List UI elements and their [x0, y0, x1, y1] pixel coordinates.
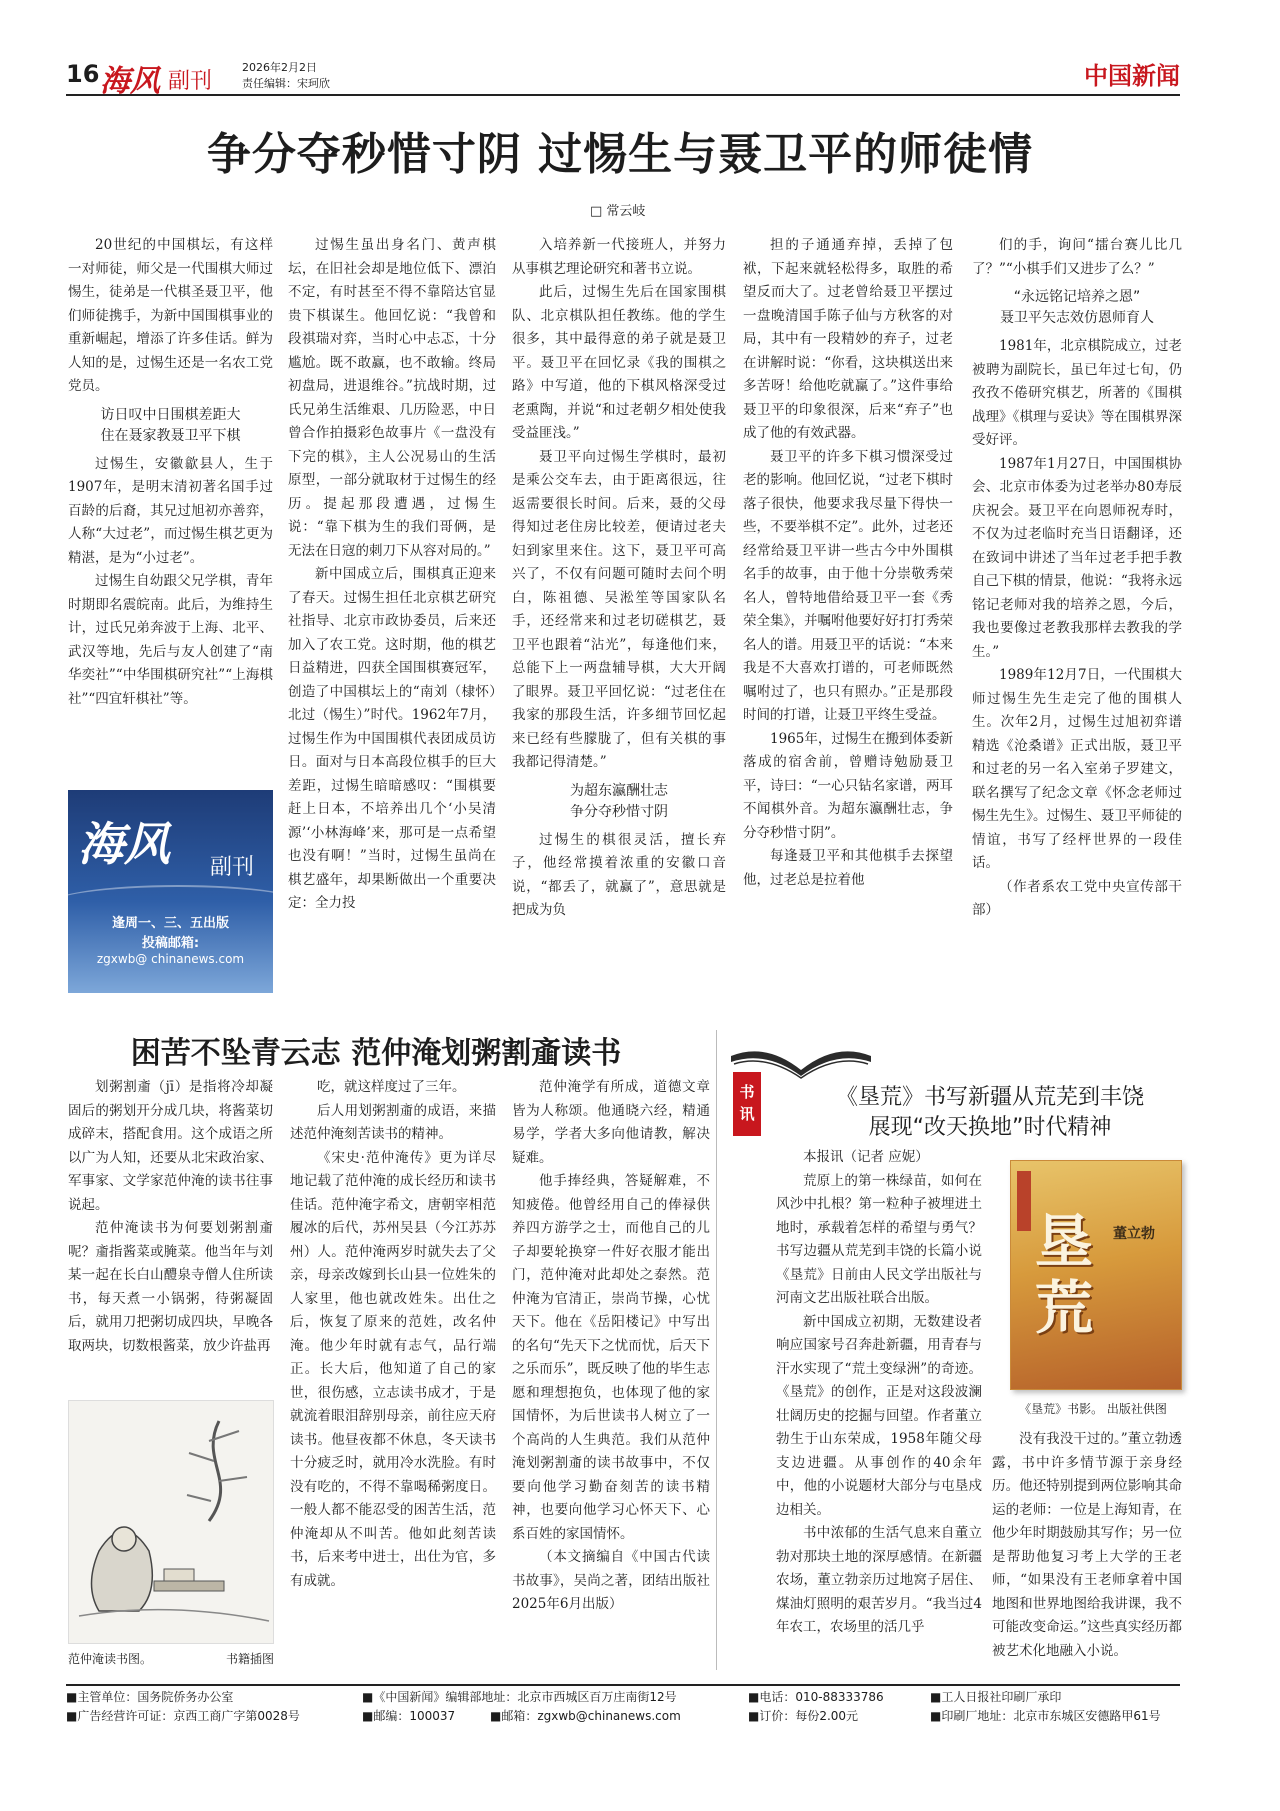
newspaper-brand: 中国新闻	[1084, 61, 1180, 90]
paragraph: 过惕生自幼跟父兄学棋，青年时期即名震皖南。此后，为维持生计，过氏兄弟奔波于上海、北平、武汉等地，先后与友人创建了“南华奕社”“中华围棋研究社”“上海棋社”“四宜轩棋社”等。	[68, 573, 273, 707]
paragraph: 划粥割齑（jī）是指将冷却凝固后的粥划开分成几块，将酱菜切成碎末，搭配食用。这个成语之所以广为人知，还要从北宋政治家、军事家、文学家范仲淹的读书往事说起。	[68, 1079, 273, 1213]
paragraph: （作者系农工党中央宣传部干部）	[972, 878, 1182, 918]
editor: 责任编辑：宋珂欣	[242, 77, 330, 90]
article2-col1	[68, 1076, 273, 1394]
page-number: 16	[66, 60, 100, 88]
paragraph: 吃，就这样度过了三年。	[317, 1079, 466, 1095]
paragraph: 聂卫平向过惕生学棋时，最初是乘公交车去，由于距离很远，往返需要很长时间。后来，聂的父母得知过老住房比较差，便请过老夫妇到家里来住。这下，聂卫平可高兴了，不仅有问题可随时去问个明白，陈祖德、吴淞笙等国家队名手，还经常来和过老切磋棋艺，聂卫平也跟着“沾光”，每逢他们来，总能下上一两盘辅导棋，大大开阔了眼界。聂卫平回忆说：“过老住在我家的那段生活，许多细节回忆起来已经有些朦胧了，但有关棋的事我都记得清楚。”	[512, 448, 726, 770]
paragraph: 范仲淹读书为何要划粥割齑呢？齑指酱菜或腌菜。他当年与刘某一起在长白山醴泉寺僧人住所读书，每天煮一小锅粥，待粥凝固后，就用刀把粥切成四块，早晚各取两块，切数根酱菜，放少许盐再	[68, 1220, 273, 1354]
paragraph: 本报讯（记者 应妮）	[803, 1149, 929, 1165]
paragraph: 过惕生的棋很灵活，擅长弃子，他经常摸着浓重的安徽口音说，“都丢了，就赢了”，意思就是把成为负	[512, 831, 726, 918]
footer-address: ■《中国新闻》编辑部地址：北京市西城区百万庄南街12号	[362, 1690, 677, 1704]
article2-col3	[512, 1076, 710, 1674]
paragraph: 过惕生虽出身名门、黄声棋坛，在旧社会却是地位低下、漂泊不定，有时甚至不得不靠陪达官显贵下棋谋生。他回忆说：“我曾和段祺瑞对弈，当时心中忐忑，十分尴尬。既不敢赢，也不敢输。终局初盘局，进退维谷。”抗战时期，过氏兄弟生活维艰、几历险恶，中日曾合作拍摄彩色故事片《一盘没有下完的棋》，主人公况易山的生活原型，一部分就取材于过惕生的经历。提起那段遭遇，过惕生说：“靠下棋为生的我们哥俩，是无法在日寇的刺刀下从容对局的。”	[288, 237, 496, 559]
article1-title: 争分夺秒惜寸阴 过惕生与聂卫平的师徒情	[206, 129, 1034, 180]
footer-printer: ■工人日报社印刷厂承印	[930, 1690, 1062, 1704]
paragraph: 新中国成立初期，无数建设者响应国家号召奔赴新疆，用青春与汗水实现了“荒土变绿洲”的奇迹。《垦荒》的创作，正是对这段波澜壮阔历史的挖掘与回望。作者董立勃生于山东荣成，1958年随父母支边进疆。从事创作的40余年中，他的小说题材大部分与屯垦戍边相关。	[776, 1313, 982, 1518]
book-news-title-2: 展现“改天换地”时代精神	[868, 1115, 1112, 1140]
footer-email: ■邮箱：zgxwb@chinanews.com	[490, 1709, 681, 1723]
cover-band	[1017, 1171, 1031, 1231]
book-news-title-1: 《垦荒》书写新疆从荒芜到丰饶	[835, 1085, 1144, 1110]
subheading	[512, 781, 726, 823]
article1-col2	[288, 234, 496, 1000]
subheading-line: 争分夺秒惜寸阴	[570, 803, 668, 820]
paragraph: 聂卫平的许多下棋习惯深受过老的影响。他回忆说，“过老下棋时落子很快，他要求我尽量下得快一些，不要举棋不定”。此外，过老还经常给聂卫平讲一些古今中外围棋名手的故事，由于他十分崇敬秀荣名人，曾特地借给聂卫平一套《秀荣全集》，并嘱咐他要好好打打秀荣名人的谱。用聂卫平的话说：“本来我是不大喜欢打谱的，可老师既然嘱咐过了，也只有照办。”正是那段时间的打谱，让聂卫平终生受益。	[743, 448, 953, 723]
masthead	[66, 56, 1180, 99]
paragraph: 1965年，过惕生在搬到体委新落成的宿舍前，曾赠诗勉励聂卫平，诗曰：“一心只钻名家谱，两耳不闻棋外音。为超东瀛酬壮志，争分夺秒惜寸阴”。	[743, 730, 953, 841]
promo-sub: 副刊	[210, 855, 255, 880]
paragraph: 过惕生，安徽歙县人，生于1907年，是明末清初著名国手过百龄的后裔，其兄过旭初亦善弈，人称“大过老”，而过惕生棋艺更为精湛，是为“小过老”。	[68, 455, 273, 566]
caption-left: 范仲淹读书图。	[68, 1652, 153, 1666]
article2-col2	[290, 1076, 496, 1674]
footer-supervisor: ■主管单位：国务院侨务办公室	[66, 1690, 234, 1704]
paragraph: 范仲淹学有所成，道德文章皆为人称颂。他通晓六经，精通易学，学者大多向他请教，解决疑难。	[512, 1079, 710, 1166]
paragraph: 他手捧经典，答疑解难，不知疲倦。他曾经用自己的俸禄供养四方游学之士，而他自己的儿子却要轮换穿一件好衣服才能出门，范仲淹对此却处之泰然。范仲淹为官清正，崇尚节操，心忧天下。他在《岳阳楼记》中写出的名句“先天下之忧而忧，后天下之乐而乐”，既反映了他的毕生志愿和理想抱负，也体现了他的家国情怀，为后世读书人树立了一个高尚的人生典范。我们从范仲淹划粥割齑的读书故事中，不仅要向他学习勤奋刻苦的读书精神，也要向他学习心怀天下、心系百姓的家国情怀。	[512, 1173, 710, 1542]
subheading-line: 为超东瀛酬壮志	[570, 782, 668, 799]
paragraph: 担的子通通弃掉，丢掉了包袱，下起来就轻松得多，取胜的希望反而大了。过老曾给聂卫平摆过一盘晚清国手陈子仙与方秋客的对局，其中有一段精妙的弃子，过老在讲解时说：“你看，这块棋送出来多苦呀！给他吃就赢了。”这件事给聂卫平的印象很深，后来“弃子”也成了他的有效武器。	[743, 237, 953, 441]
ink-painting-icon	[69, 1401, 275, 1645]
promo-frequency: 逢周一、三、五出版	[111, 916, 229, 931]
subheading	[972, 287, 1182, 329]
article1-col1	[68, 234, 273, 779]
subheading-line: “永远铭记培养之恩”	[1013, 289, 1141, 305]
article1-byline: □ 常云岐	[590, 204, 646, 219]
paragraph: 每逢聂卫平和其他棋手去探望他，过老总是拉着他	[743, 848, 953, 888]
paragraph: 荒原上的第一株绿苗，如何在风沙中扎根？第一粒种子被埋进土地时，承载着怎样的希望与勇气？书写边疆从荒芜到丰饶的长篇小说《垦荒》日前由人民文学出版社与河南文艺出版社联合出版。	[776, 1172, 982, 1306]
paragraph: 们的手，询问“擂台赛儿比几了？”“小棋手们又进步了么？”	[972, 237, 1182, 277]
promo-mail: zgxwb@ chinanews.com	[96, 952, 245, 966]
section-logo: 海风	[100, 64, 160, 99]
footer-postcode: ■邮编：100037	[362, 1709, 456, 1723]
book-cover-caption: 《垦荒》书影。 出版社供图	[1019, 1402, 1167, 1416]
paragraph: 1981年，北京棋院成立，过老被聘为副院长，虽已年过七旬，仍孜孜不倦研究棋艺，所著的《围棋战理》《棋理与妥诀》等在围棋界深受好评。	[972, 338, 1182, 448]
paragraph: 1987年1月27日，中国围棋协会、北京市体委为过老举办80寿辰庆祝会。聂卫平在向恩师祝寿时，不仅为过老临时充当日语翻译，还在致词中讲述了当年过老手把手教自己下棋的情景，他说：“我将永远铭记老师对我的培养之恩，今后，我也要像过老教我那样去教我的学生。”	[972, 455, 1182, 660]
paragraph: 后人用划粥割齑的成语，来描述范仲淹刻苦读书的精神。	[290, 1102, 496, 1142]
article2-title: 困苦不坠青云志 范仲淹划粥割齑读书	[130, 1036, 622, 1071]
paragraph: 1989年12月7日，一代围棋大师过惕生先生走完了他的围棋人生。次年2月，过惕生过旭初弈谱精选《沧桑谱》正式出版，聂卫平和过老的另一名入室弟子罗建文，联名撰写了纪念文章《怀念老师过惕生先生》。过惕生、聂卫平师徒的情谊，书写了经枰世界的一段佳话。	[972, 667, 1182, 871]
cover-author: 董立勃	[1113, 1226, 1155, 1242]
paragraph: 没有我没干过的。”董立勃透露，书中许多情节源于亲身经历。他还特别提到两位影响其命运的老师：一位是上海知青，在他少年时期鼓励其写作；另一位是帮助他复习考上大学的王老师，“如果没有王老师拿着中国地图和世界地图给我讲课，我不可能改变命运。”这些真实经历都被艺术化地融入小说。	[992, 1431, 1182, 1659]
reading-illustration	[68, 1400, 274, 1644]
paragraph: （本文摘编自《中国古代读书故事》，吴尚之著，团结出版社2025年6月出版）	[512, 1549, 710, 1612]
article1-col4	[743, 234, 953, 1000]
column-divider	[716, 1030, 717, 1670]
subheading-line: 访日叹中日围棋差距大	[100, 406, 241, 423]
promo-box	[68, 790, 273, 993]
article1-col3	[512, 234, 726, 1000]
section-sub: 副刊	[168, 69, 213, 94]
paragraph: 此后，过惕生先后在国家围棋队、北京棋队担任教练。他的学生很多，其中最得意的弟子就是聂卫平。聂卫平在回忆录《我的围棋之路》中写道，他的下棋风格深受过老熏陶，并说“和过老朝夕相处使我受益匪浅。”	[512, 284, 726, 441]
promo-mail-label: 投稿邮箱:	[141, 936, 200, 951]
paragraph: 20世纪的中国棋坛，有这样一对师徒，师父是一代围棋大师过惕生，徒弟是一代棋圣聂卫平，他们师徒携手，为新中国围棋事业的重新崛起，增添了许多佳话。鲜为人知的是，过惕生还是一名农工党党员。	[68, 237, 273, 394]
promo-name: 海风	[78, 817, 170, 871]
book-news-col2	[992, 1428, 1182, 1674]
footer-row2	[66, 1707, 1180, 1726]
book-cover	[1010, 1160, 1182, 1390]
paragraph: 《宋史·范仲淹传》更为详尽地记载了范仲淹的成长经历和读书佳话。范仲淹字希文，唐朝宰相范履冰的后代，苏州吴县（今江苏苏州）人。范仲淹两岁时就失去了父亲，母亲改嫁到长山县一位姓朱的人家里，他也就改姓朱。出仕之后，恢复了原来的范姓，改名仲淹。他少年时就有志气，品行端正。长大后，他知道了自己的家世，很伤感，立志读书成才，于是就流着眼泪辞别母亲，前往应天府读书。他昼夜都不休息，冬天读书十分疲乏时，就用冷水洗脸。有时没有吃的，不得不靠喝稀粥度日。一般人都不能忍受的困苦生活，范仲淹却从不叫苦。他如此刻苦读书，后来考中进士，出仕为官，多有成就。	[290, 1149, 496, 1589]
caption-right: 书籍插图	[225, 1652, 274, 1666]
paragraph: 新中国成立后，围棋真正迎来了春天。过惕生担任北京棋艺研究社指导、北京市政协委员，后来还加入了农工党。这时期，他的棋艺日益精进，四获全国围棋赛冠军，创造了中国棋坛上的“南刘（棣怀）北过（惕生）”时代。1962年7月，过惕生作为中国围棋代表团成员访日。面对与日本高段位棋手的巨大差距，过惕生暗暗感叹：“围棋要赶上日本，不培养出几个‘小吴清源’‘小林海峰’来，那可是一点希望也没有啊！”当时，过惕生虽尚在棋艺盛年，却果断做出一个重要决定：全力投	[288, 566, 496, 911]
footer-row1	[66, 1688, 1180, 1707]
footer-phone: ■电话：010-88333786	[748, 1690, 884, 1704]
book-news-tag: 书讯	[733, 1072, 761, 1136]
subheading-line: 住在聂家教聂卫平下棋	[100, 427, 241, 444]
illustration-caption	[68, 1650, 274, 1667]
paragraph: 入培养新一代接班人，并努力从事棋艺理论研究和著书立说。	[512, 237, 726, 277]
article1-col5	[972, 234, 1182, 1000]
book-news-col1	[776, 1146, 982, 1674]
cover-title: 垦荒	[1035, 1208, 1094, 1342]
footer-price: ■订价：每份2.00元	[748, 1709, 859, 1723]
footer	[66, 1684, 1180, 1726]
subheading	[68, 405, 273, 447]
footer-license: ■广告经营许可证：京西工商广字第0028号	[66, 1709, 300, 1723]
issue-date: 2026年2月2日	[242, 61, 317, 74]
footer-printer-address: ■印刷厂地址：北京市东城区安德路甲61号	[930, 1709, 1161, 1723]
subheading-line: 聂卫平矢志效仿恩师育人	[1000, 310, 1154, 326]
paragraph: 书中浓郁的生活气息来自董立勃对那块土地的深厚感情。在新疆农场，董立勃亲历过地窝子居住、煤油灯照明的艰苦岁月。“我当过4年农工，农场里的活几乎	[776, 1525, 982, 1635]
